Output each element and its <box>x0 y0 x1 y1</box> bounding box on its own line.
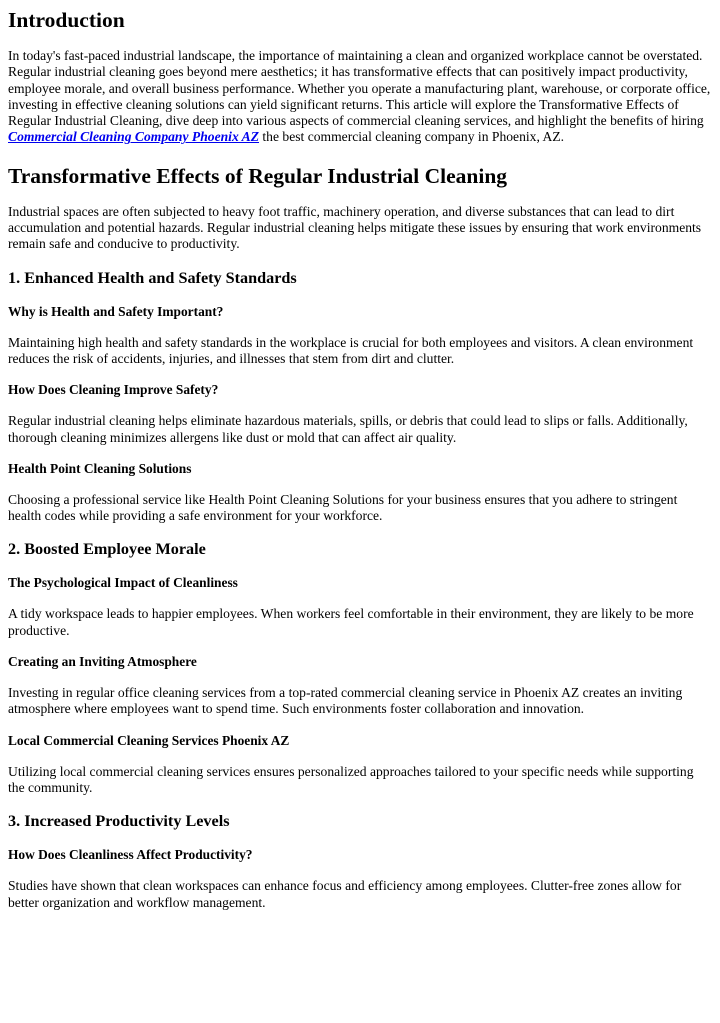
section3-heading: 3. Increased Productivity Levels <box>8 812 230 831</box>
section1-heading: 1. Enhanced Health and Safety Standards <box>8 268 297 287</box>
intro-paragraph <box>8 48 712 146</box>
section1-sub1-paragraph: Maintaining high health and safety standards in the workplace is crucial for both employees and visitors. A clean environment reduces the risk of accidents, injuries, and illnesses that stem from dirt and clutter. <box>8 334 694 366</box>
section1-sub2-paragraph: Regular industrial cleaning helps eliminate hazardous materials, spills, or debris that could lead to slips or falls. Additionally, thorough cleaning minimizes allergens like dust or mold that can affect air quality. <box>8 413 688 445</box>
section2-sub1-heading: The Psychological Impact of Cleanliness <box>8 575 238 591</box>
section1-sub1-heading: Why is Health and Safety Important? <box>8 303 224 319</box>
commercial-cleaning-link[interactable]: Commercial Cleaning Company Phoenix AZ <box>8 129 259 145</box>
section2-sub2-heading: Creating an Inviting Atmosphere <box>8 654 197 670</box>
intro-text-before-link: In today's fast-paced industrial landscape, the importance of maintaining a clean and organized workplace cannot be overstated. Regular industrial cleaning goes beyond mere aesthetics; it has transformative effects that can positively impact productivity, employee morale, and overall business performance. Whether you operate a manufacturing plant, warehouse, or corporate office, investing in effective cleaning solutions can yield significant returns. This article will explore the Transformative Effects of Regular Industrial Cleaning, dive deep into various aspects of commercial cleaning services, and highlight the benefits of hiring <box>8 48 711 129</box>
section3-sub1-paragraph: Studies have shown that clean workspaces can enhance focus and efficiency among employees. Clutter-free zones allow for better organization and workflow management. <box>8 878 682 910</box>
section2-sub1-paragraph: A tidy workspace leads to happier employees. When workers feel comfortable in their environment, they are likely to be more productive. <box>8 606 694 638</box>
article <box>0 6 720 911</box>
section2-heading: 2. Boosted Employee Morale <box>8 540 206 559</box>
section1-sub3-heading: Health Point Cleaning Solutions <box>8 460 192 476</box>
section1-sub3-paragraph: Choosing a professional service like Health Point Cleaning Solutions for your business ensures that you adhere to stringent health codes while providing a safe environment for your workforce. <box>8 491 678 524</box>
effects-heading: Transformative Effects of Regular Industrial Cleaning <box>8 163 508 188</box>
intro-heading: Introduction <box>8 8 125 32</box>
intro-text-after-link: the best commercial cleaning company in Phoenix, AZ. <box>259 129 565 145</box>
section2-sub3-paragraph: Utilizing local commercial cleaning services ensures personalized approaches tailored to your specific needs while supporting the community. <box>8 763 694 795</box>
section3-sub1-heading: How Does Cleanliness Affect Productivity? <box>8 847 253 863</box>
section2-sub2-paragraph: Investing in regular office cleaning services from a top-rated commercial cleaning service in Phoenix AZ creates an inviting atmosphere where employees want to spend time. Such environments foster collaboration and innovation. <box>8 685 683 717</box>
effects-paragraph: Industrial spaces are often subjected to heavy foot traffic, machinery operation, and diverse substances that can lead to dirt accumulation and potential hazards. Regular industrial cleaning helps mitigate these issues by ensuring that work environments remain safe and conducive to productivity. <box>8 203 702 252</box>
section1-sub2-heading: How Does Cleaning Improve Safety? <box>8 382 219 398</box>
section2-sub3-heading: Local Commercial Cleaning Services Phoenix AZ <box>8 732 290 748</box>
